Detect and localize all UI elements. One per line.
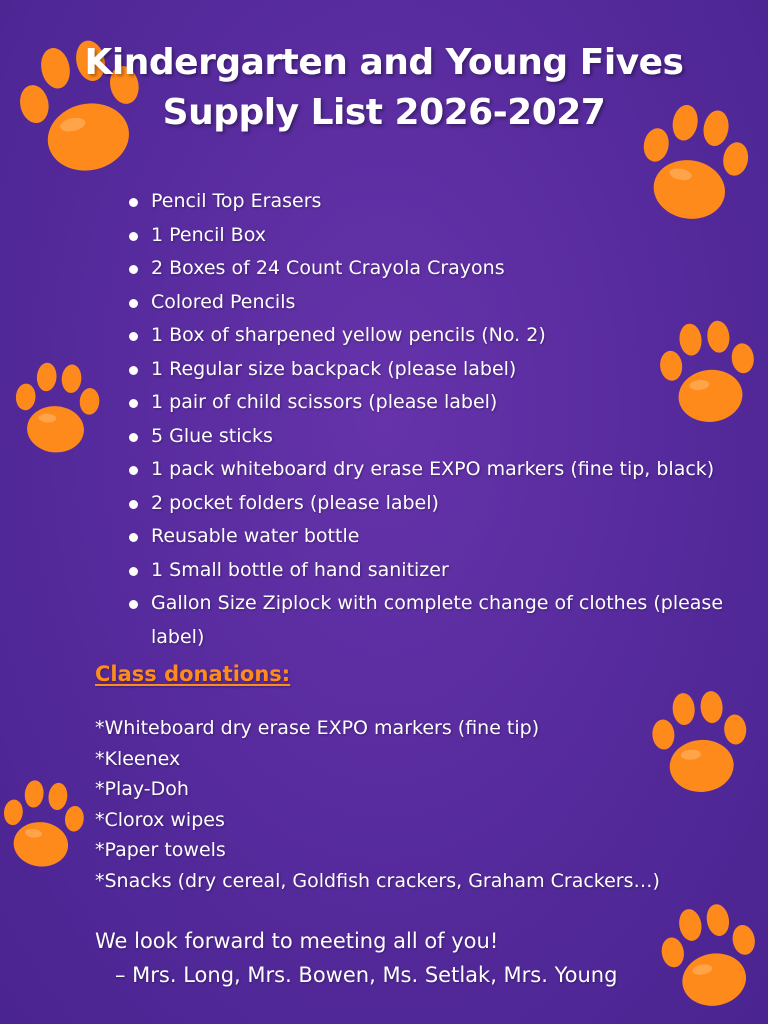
- closing: [95, 924, 617, 992]
- supply-item: 1 pack whiteboard dry erase EXPO markers (fine tip, black): [128, 453, 728, 487]
- donation-item: *Snacks (dry cereal, Goldfish crackers, Graham Crackers…): [95, 869, 660, 892]
- title-line-1: Kindergarten and Young Fives: [84, 42, 684, 83]
- supply-item: 1 Small bottle of hand sanitizer: [128, 554, 728, 588]
- supply-item: Colored Pencils: [128, 286, 728, 320]
- supply-item: Pencil Top Erasers: [128, 185, 728, 219]
- supply-item: 2 pocket folders (please label): [128, 487, 728, 521]
- donation-item: *Paper towels: [95, 839, 226, 861]
- page-title: [0, 38, 768, 138]
- donation-item: *Kleenex: [95, 747, 181, 770]
- supply-item: Reusable water bottle: [128, 520, 728, 554]
- paw-print-icon: [0, 774, 91, 874]
- supply-item: 2 Boxes of 24 Count Crayola Crayons: [128, 252, 728, 286]
- supply-item: 1 pair of child scissors (please label): [128, 386, 728, 420]
- supply-item: Gallon Size Ziplock with complete change of clothes (please label): [128, 587, 728, 654]
- supply-list: [128, 185, 728, 654]
- donations-heading: Class donations:: [95, 662, 291, 686]
- donation-item: *Play-Doh: [95, 778, 189, 800]
- supply-item: 1 Pencil Box: [128, 219, 728, 253]
- title-line-2: Supply List 2026-2027: [162, 92, 606, 133]
- donation-item: *Whiteboard dry erase EXPO markers (fine tip): [95, 717, 540, 739]
- paw-print-icon: [9, 357, 105, 459]
- signature: – Mrs. Long, Mrs. Bowen, Ms. Setlak, Mrs. Young: [115, 963, 618, 987]
- closing-message: We look forward to meeting all of you!: [95, 929, 499, 953]
- supply-item: 1 Regular size backpack (please label): [128, 353, 728, 387]
- supply-item: 5 Glue sticks: [128, 420, 728, 454]
- donation-item: *Clorox wipes: [95, 808, 225, 831]
- donations-list: [95, 713, 675, 896]
- supply-item: 1 Box of sharpened yellow pencils (No. 2): [128, 319, 728, 353]
- paw-print-icon: [651, 894, 768, 1018]
